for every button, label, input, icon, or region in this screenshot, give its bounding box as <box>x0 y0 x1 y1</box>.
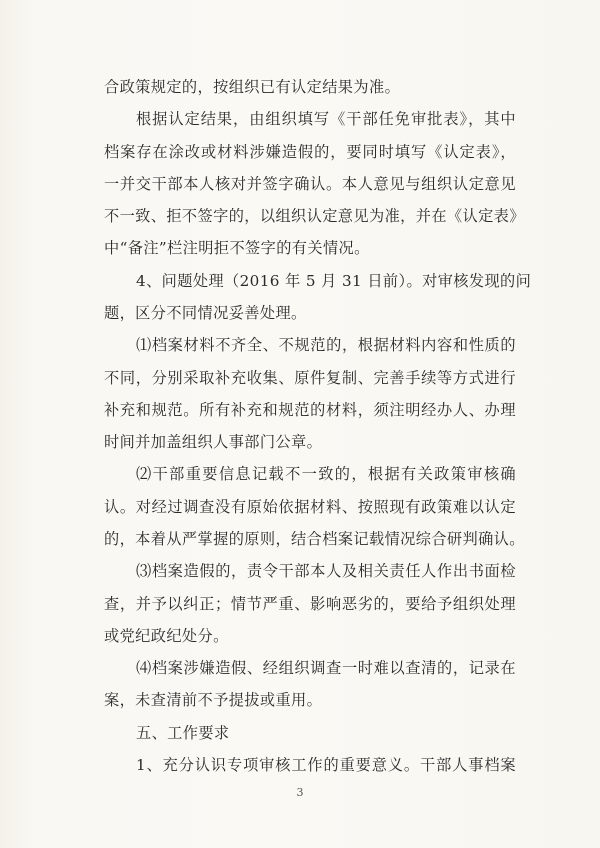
text-line: 4、问题处理（2016 年 5 月 31 日前）。对审核发现的问 <box>136 272 532 290</box>
text-line: ⑷档案涉嫌造假、经组织调查一时难以查清的，记录在 <box>136 659 516 677</box>
page-number: 3 <box>296 786 304 799</box>
text-line: 不一致、拒不签字的，以组织认定意见为准，并在《认定表》 <box>104 207 525 225</box>
text-line: 合政策规定的，按组织已有认定结果为准。 <box>104 78 401 96</box>
text-line: 认。对经过调查没有原始依据材料、按照现有政策难以认定 <box>104 498 516 516</box>
text-line: 案，未查清前不予提拔或重用。 <box>104 691 323 709</box>
section-heading: 五、工作要求 <box>136 724 230 742</box>
text-line: 不同，分别采取补充收集、原件复制、完善手续等方式进行 <box>104 369 516 387</box>
text-line: 查，并予以纠正；情节严重、影响恶劣的，要给予组织处理 <box>104 595 516 613</box>
text-line: 中“备注”栏注明拒不签字的有关情况。 <box>104 239 370 257</box>
text-line: 根据认定结果，由组织填写《干部任免审批表》，其中 <box>136 110 516 128</box>
text-line: 一并交干部本人核对并签字确认。本人意见与组织认定意见 <box>104 175 516 193</box>
text-line: 的，本着从严掌握的原则，结合档案记载情况综合研判确认。 <box>104 530 525 548</box>
text-line: ⑴档案材料不齐全、不规范的，根据材料内容和性质的 <box>136 336 516 354</box>
text-line: ⑵干部重要信息记载不一致的，根据有关政策审核确 <box>136 465 516 483</box>
text-line: 档案存在涂改或材料涉嫌造假的，要同时填写《认定表》， <box>104 143 516 161</box>
text-line: 或党纪政纪处分。 <box>104 627 229 645</box>
text-line: 1、充分认识专项审核工作的重要意义。干部人事档案 <box>136 756 516 774</box>
text-line: 时间并加盖组织人事部门公章。 <box>104 433 323 451</box>
text-line: 题，区分不同情况妥善处理。 <box>104 304 307 322</box>
text-line: 补充和规范。所有补充和规范的材料，须注明经办人、办理 <box>104 401 516 419</box>
text-line: ⑶档案造假的，责令干部本人及相关责任人作出书面检 <box>136 562 516 580</box>
